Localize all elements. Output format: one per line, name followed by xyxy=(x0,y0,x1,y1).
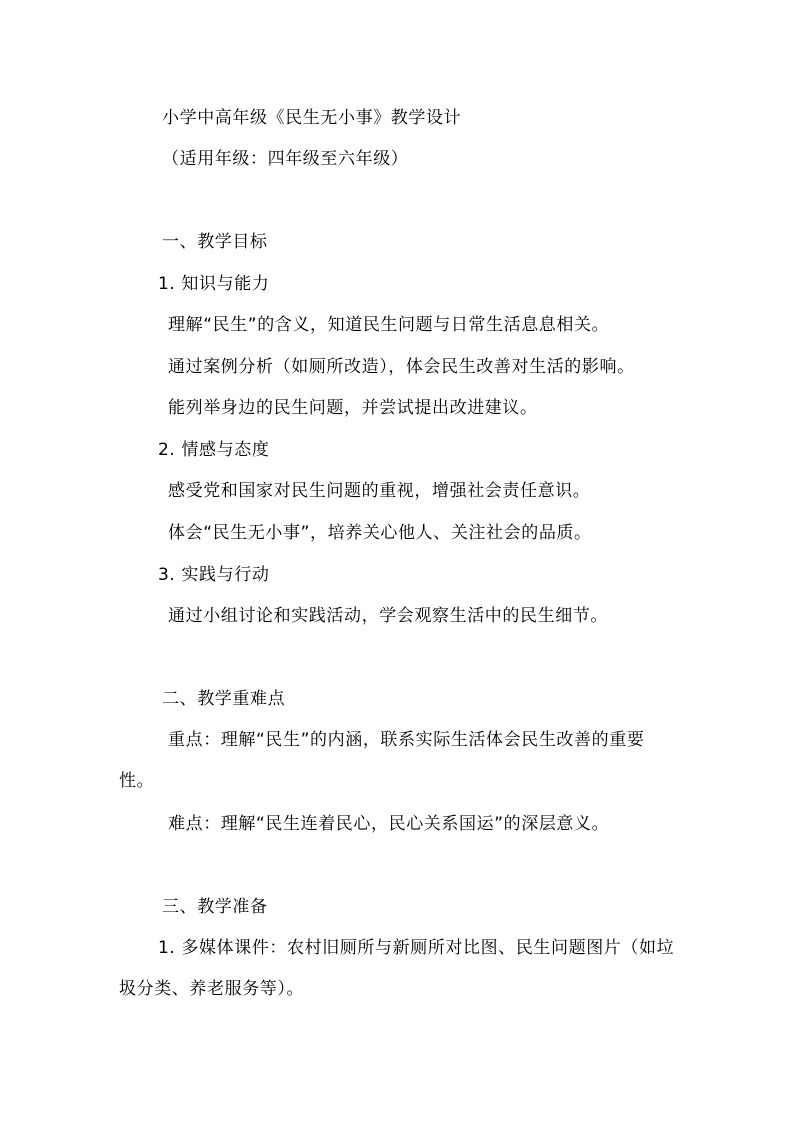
section-heading-objectives: 一、教学目标 xyxy=(162,232,268,252)
objective-line: 通过小组讨论和实践活动，学会观察生活中的民生细节。 xyxy=(168,606,608,626)
objective-label-emotion: 2. 情感与态度 xyxy=(158,440,270,460)
objective-line: 感受党和国家对民生问题的重视，增强社会责任意识。 xyxy=(168,481,591,501)
objective-line: 能列举身边的民生问题，并尝试提出改进建议。 xyxy=(168,398,538,418)
preparation-item: 1. 多媒体课件：农村旧厕所与新厕所对比图、民生问题图片（如垃圾分类、养老服务等）。 xyxy=(119,938,675,999)
objective-line: 理解“民生”的含义，知道民生问题与日常生活息息相关。 xyxy=(168,315,610,335)
difficult-point-paragraph: 难点：理解“民生连着民心，民心关系国运”的深层意义。 xyxy=(168,814,610,834)
document-title: 小学中高年级《民生无小事》教学设计 xyxy=(162,108,462,128)
section-heading-preparation: 三、教学准备 xyxy=(162,897,268,917)
objective-label-practice: 3. 实践与行动 xyxy=(158,565,270,585)
objective-line: 体会“民生无小事”，培养关心他人、关注社会的品质。 xyxy=(168,523,592,543)
document-subtitle: （适用年级：四年级至六年级） xyxy=(162,149,409,169)
objective-label-knowledge: 1. 知识与能力 xyxy=(158,274,270,294)
section-heading-key-points: 二、教学重难点 xyxy=(162,689,286,709)
key-point-paragraph: 重点：理解“民生”的内涵，联系实际生活体会民生改善的重要性。 xyxy=(119,730,645,791)
objective-line: 通过案例分析（如厕所改造），体会民生改善对生活的影响。 xyxy=(168,357,635,377)
